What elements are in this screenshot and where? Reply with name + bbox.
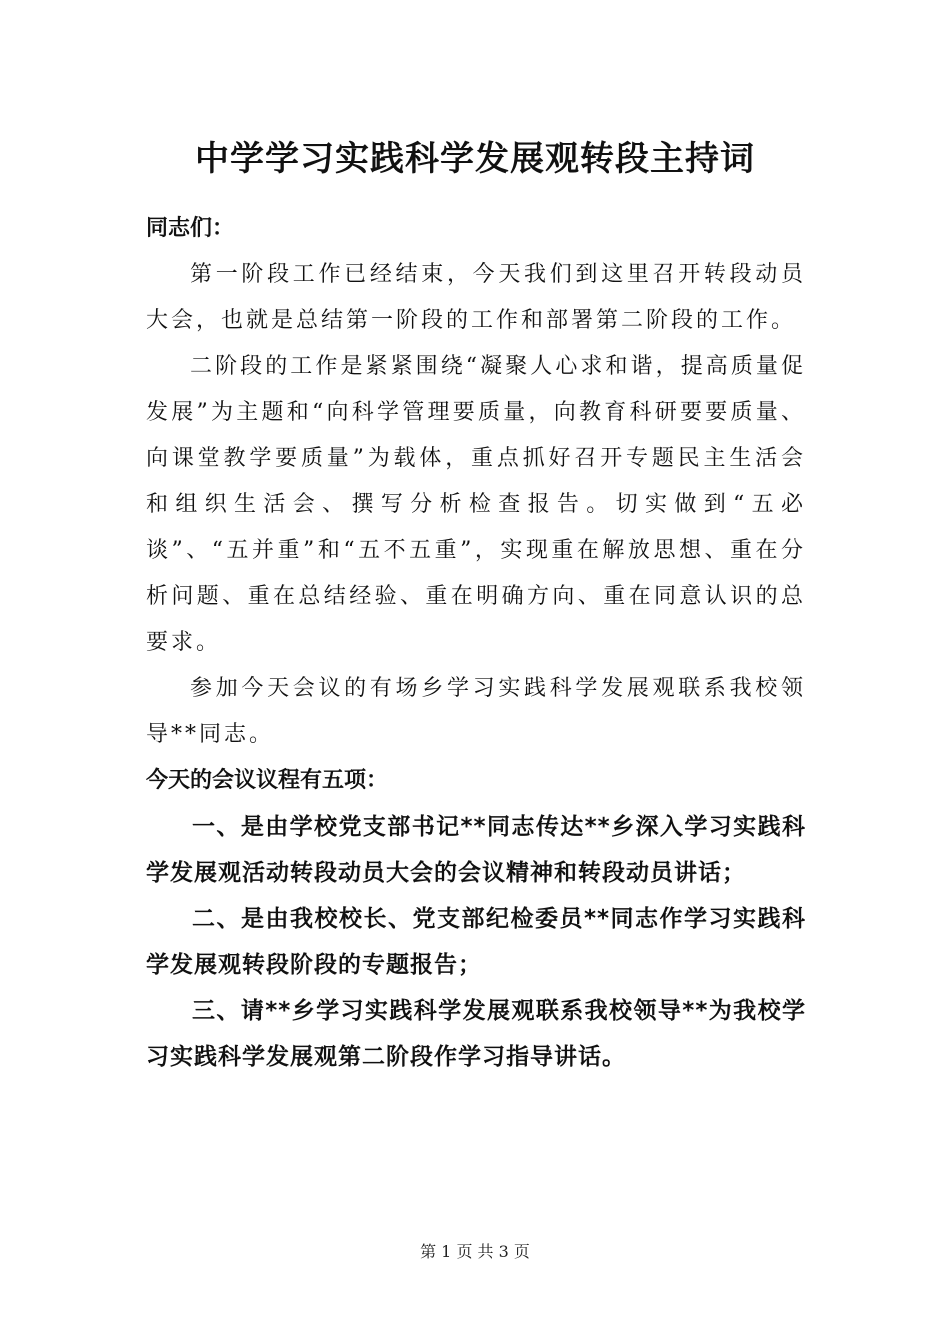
agenda-item: 一、是由学校党支部书记**同志传达**乡深入学习实践科学发展观活动转段动员大会的会议精神和转段动员讲话； (146, 814, 806, 886)
paragraph: 参加今天会议的有场乡学习实践科学发展观联系我校领导**同志。 (146, 676, 806, 747)
agenda-heading: 今天的会议议程有五项： (146, 768, 389, 793)
document-body (146, 206, 806, 1080)
page-number-footer: 第 1 页 共 3 页 (420, 1242, 530, 1261)
salutation: 同志们： (146, 216, 235, 241)
paragraph: 第一阶段工作已经结束，今天我们到这里召开转段动员大会，也就是总结第一阶段的工作和部署第二阶段的工作。 (146, 262, 806, 333)
paragraph: 二阶段的工作是紧紧围绕“凝聚人心求和谐，提高质量促发展”为主题和“向科学管理要质量，向教育科研要要质量、向课堂教学要质量”为载体，重点抓好召开专题民主生活会和组织生活会、撰写分析检查报告。切实做到“五必谈”、“五并重”和“五不五重”，实现重在解放思想、重在分析问题、重在总结经验、重在明确方向、重在同意认识的总要求。 (146, 354, 806, 655)
agenda-item: 二、是由我校校长、党支部纪检委员**同志作学习实践科学发展观转段阶段的专题报告； (146, 906, 806, 978)
agenda-item: 三、请**乡学习实践科学发展观联系我校领导**为我校学习实践科学发展观第二阶段作学习指导讲话。 (146, 998, 806, 1070)
document-title: 中学学习实践科学发展观转段主持词 (195, 139, 755, 179)
